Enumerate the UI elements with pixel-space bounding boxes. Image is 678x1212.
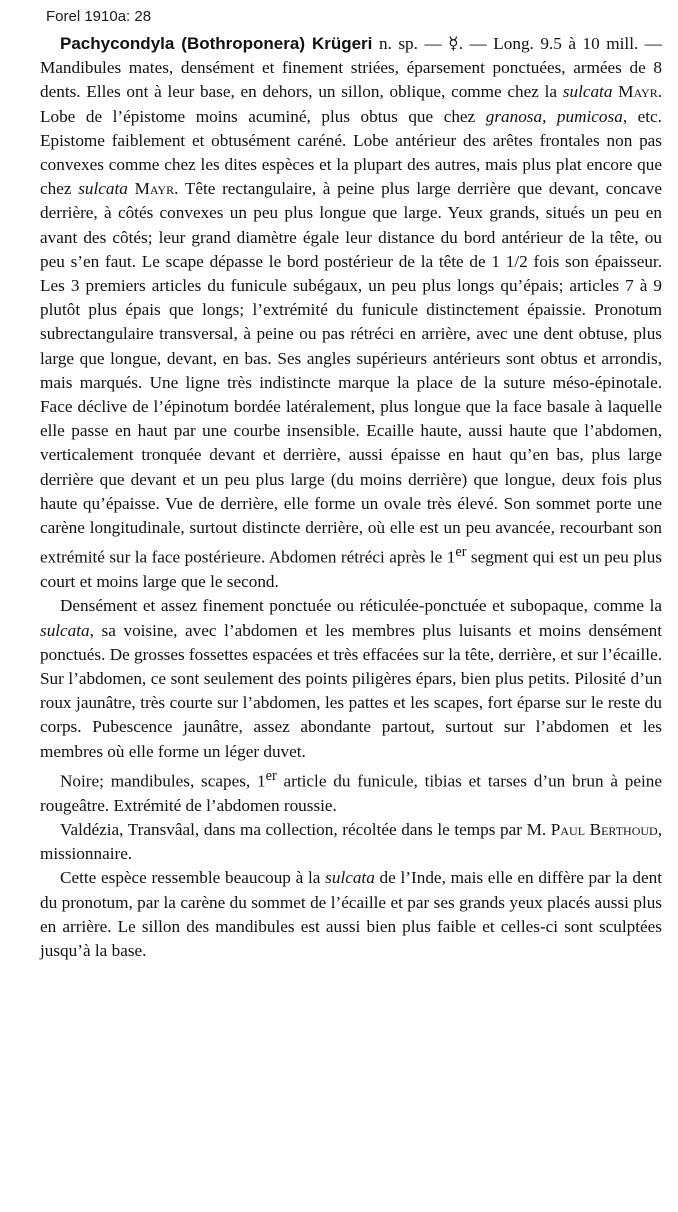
taxon-name: sulcata: [562, 82, 613, 102]
ordinal-suffix: er: [455, 544, 467, 561]
text-run: Cette espèce ressemble beaucoup à la: [60, 868, 326, 888]
text-run: , etc. Epistome faiblement et obtusément caréné. Lobe antérieur des arêtes frontales non pas convexes comme chez les dites espèces et la plupart des autres, mais plus plat encore que chez: [40, 106, 662, 199]
text-run: article du funicule, tibias et tarses d’un brun à peine rougeâtre. Extrémité de l’abdomen roussie.: [40, 771, 662, 815]
paragraph-comparison: [40, 866, 662, 963]
species-description: [40, 32, 662, 963]
page-header: Forel 1910a: 28: [46, 8, 152, 25]
text-run: , missionnaire.: [40, 819, 662, 864]
species-title: Pachycondyla (Bothroponera) Krügeri: [60, 34, 373, 53]
paragraph-sculpture: [40, 594, 662, 763]
paragraph-locality: [40, 818, 662, 866]
collector-name: Paul Berthoud: [550, 819, 658, 839]
ordinal-suffix: er: [265, 767, 277, 784]
text-run: . Lobe de l’épistome moins acuminé, plus obtus que chez: [40, 82, 663, 126]
taxon-name: granosa, pumicosa: [485, 106, 623, 126]
text-run: Noire; mandibules, scapes, 1: [60, 771, 266, 791]
taxon-name: sulcata: [325, 868, 375, 888]
taxon-name: sulcata: [78, 179, 128, 199]
text-run: Valdézia, Transvâal, dans ma collection, récoltée dans le temps par M.: [60, 819, 551, 839]
text-run: Long. 9.5 à 10 mill. — Mandibules mates, densément et finement striées, éparsement ponctuées, armées de 8 dents. Elles ont à leur base, en dehors, un sillon, oblique, comme chez la: [40, 34, 662, 102]
text-run: . Tête rectangulaire, à peine plus large derrière que devant, concave derrière, à côtés convexes un peu plus longue que large. Yeux grands, situés un peu en avant des côtés; leur grand diamètre égale leur distance du bord antérieur de la tête, ou peu s’en faut. Le scape dépasse le bord postérieur de la tête de 1 1/2 fois son épaisseur. Les 3 premiers articles du funicule subégaux, un peu plus longs qu’épais; articles 7 à 9 plutôt plus épais que longs; l’extrémité du funicule distinctement épaissie. Pronotum subrectangulaire transversal, à peine ou pas rétréci en arrière, avec une dent obtuse, plus large que longue, devant, en bas. Ses angles supérieurs antérieurs sont obtus et arrondis, mais marqués. Une ligne très indistincte marque la place de la suture méso-épinotale. Face déclive de l’épinotum bordée latéralement, plus longue que la face basale à laquelle elle passe en haut par une courbe insensible. Ecaille haute, aussi haute que l’abdomen, verticalement tronquée devant et derrière, aussi épaisse en haut qu’en bas, plus large derrière que devant et un peu plus large (du moins derrière) que longue, deux fois plus haute qu’épaisse. Vue de derrière, elle forme un ovale très élevé. Son sommet porte une carène longitudinale, surtout distincte derrière, où elle est un peu avancée, recourbant son extrémité sur la face postérieure. Abdomen rétréci après le 1: [40, 179, 662, 567]
text-run: segment qui est un peu plus court et moins large que le second.: [40, 548, 662, 592]
text-run: , sa voisine, avec l’abdomen et les membres plus luisants et moins densément ponctués. De grosses fossettes espacées et très effacées sur la tête, derrière, et sur l’écaille. Sur l’abdomen, ce sont seulement des points piligères épars, bien plus petits. Pilosité d’un roux jaunâtre, très courte sur l’abdomen,: [40, 620, 662, 713]
paragraph-color: [40, 764, 662, 818]
text-run: de l’Inde, mais elle en diffère par la dent du pronotum, par la carène du sommet de l’écaille et par ses grands yeux placés aussi plus en arrière. Le sillon des mandibules est aussi bien plus faible et celles-ci sont sculptées jusqu’à la base.: [40, 868, 662, 960]
species-status: n. sp. — ☿. —: [378, 34, 487, 53]
author-name: Mayr: [134, 179, 175, 199]
text-run: les pattes et les scapes, fort éparse sur le reste du corps. Pubescence jaunâtre, assez abondante partout, surtout sur l’abdomen et les membres où elle forme un léger duvet.: [40, 693, 662, 761]
paragraph-morphology: [40, 32, 662, 594]
author-name: Mayr: [618, 82, 658, 102]
text-run: Densément et assez finement ponctuée ou réticulée-ponctuée et subopaque, comme la: [60, 596, 662, 616]
taxon-name: sulcata: [40, 620, 90, 640]
